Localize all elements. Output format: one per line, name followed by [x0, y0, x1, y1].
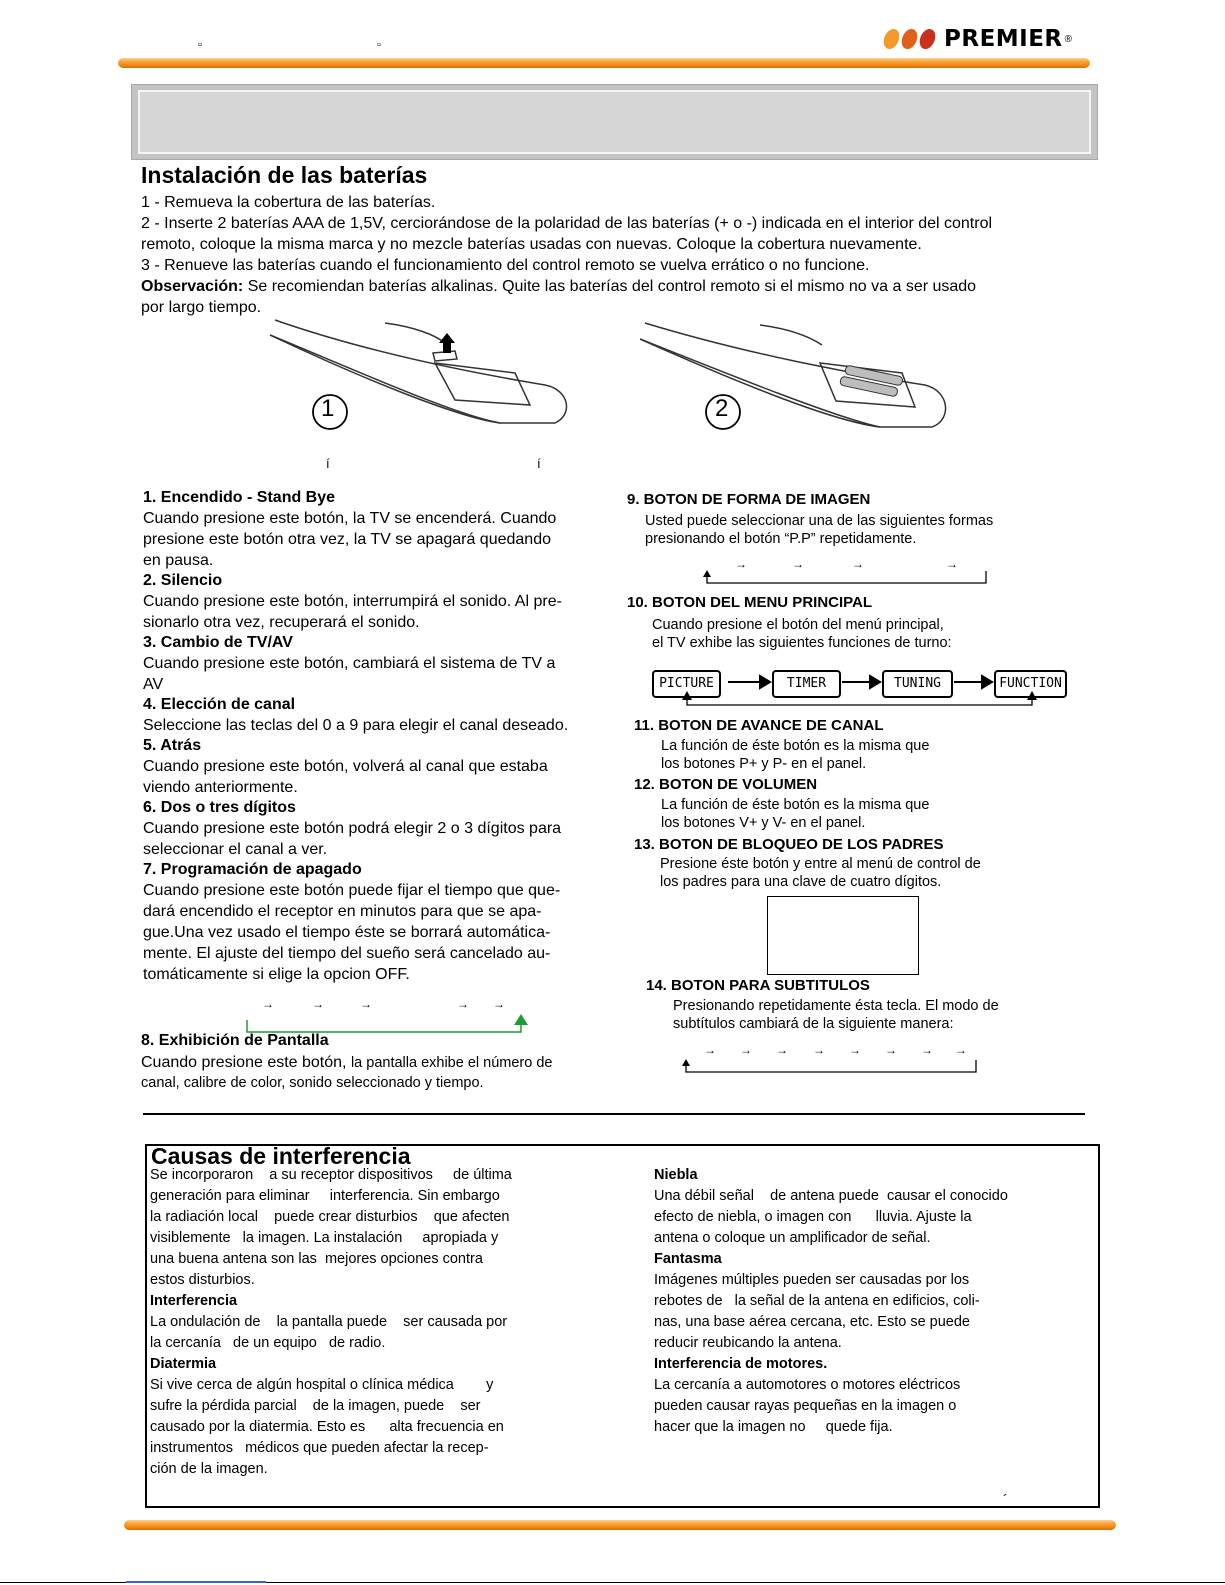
interference-line: efecto de niebla, o imagen con lluvia. Ajuste la — [654, 1209, 972, 1225]
item-line: AV — [143, 676, 164, 693]
item-line: viendo anteriormente. — [143, 779, 298, 796]
interference-line: causado por la diatermia. Esto es alta frecuencia en — [150, 1419, 504, 1435]
interference-line: antena o coloque un amplificador de señal. — [654, 1230, 931, 1246]
cycle-arrow: → — [955, 1043, 967, 1057]
item-line: en pausa. — [143, 552, 214, 569]
figure-label-1: 1 — [321, 395, 335, 422]
item-line: Seleccione las teclas del 0 a 9 para elegir el canal deseado. — [143, 717, 569, 734]
footer-orange-bar — [124, 1520, 1116, 1530]
item-line: Cuando presione el botón del menú principal, — [652, 617, 944, 633]
interference-title: Causas de interferencia — [151, 1143, 411, 1169]
battery-step: 1 - Remueva la cobertura de las baterías. — [141, 194, 436, 211]
interference-line: la radiación local puede crear disturbios que afecten — [150, 1209, 510, 1225]
link-underline — [126, 1581, 266, 1583]
remote-cover-illustration — [255, 315, 585, 435]
section-divider — [143, 1113, 1085, 1115]
battery-step: remoto, coloque la misma marca y no mezcle baterías usadas con nuevas. Coloque la cobertura nuevamente. — [141, 236, 922, 253]
battery-note-cont: por largo tiempo. — [141, 299, 262, 316]
stray-mark: ▫ — [377, 39, 381, 51]
item-line: dará encendido el receptor en minutos para que se apa- — [143, 903, 542, 920]
interference-line: Se incorporaron a su receptor dispositivos de última — [150, 1167, 512, 1183]
item-back — [143, 736, 623, 798]
header-orange-bar — [118, 58, 1090, 68]
interference-heading: Niebla — [654, 1167, 698, 1183]
item-power — [143, 488, 623, 571]
item-line: Cuando presione este botón, la TV se encenderá. Cuando — [143, 510, 557, 527]
item-mute — [143, 571, 623, 633]
menu-box-picture: PICTURE — [652, 670, 721, 698]
menu-box-tuning: TUNING — [882, 670, 953, 698]
item-line: presionando el botón “P.P” repetidamente. — [645, 531, 917, 547]
item-volume-title: 12. BOTON DE VOLUMEN — [634, 776, 818, 793]
interference-heading: Interferencia — [150, 1293, 238, 1309]
interference-line: generación para eliminar interferencia. Sin embargo — [150, 1188, 500, 1204]
interference-line: una buena antena son las mejores opciones contra — [150, 1251, 483, 1267]
battery-note-label: Observación: — [141, 278, 244, 295]
item-line: sionarlo otra vez, recuperará el sonido. — [143, 614, 420, 631]
menu-box-function: FUNCTION — [994, 670, 1067, 698]
interference-line: La ondulación de la pantalla puede ser causada por — [150, 1314, 508, 1330]
interference-line: Una débil señal de antena puede causar el conocido — [654, 1188, 1008, 1204]
item-line: tomáticamente si elige la opcion OFF. — [143, 966, 410, 983]
interference-line: instrumentos médicos que pueden afectar la recep- — [150, 1440, 489, 1456]
item-digits — [143, 798, 623, 860]
item-parental-title: 13. BOTON DE BLOQUEO DE LOS PADRES — [634, 836, 944, 853]
cycle-arrow: → — [360, 997, 372, 1011]
item-title: 6. Dos o tres dígitos — [143, 799, 296, 816]
item-title: 4. Elección de canal — [143, 696, 296, 713]
item-line: Presionando repetidamente ésta tecla. El modo de — [673, 998, 999, 1014]
item-line: Cuando presione este botón podrá elegir 2 o 3 dígitos para — [143, 820, 562, 837]
logo-dot-icon — [918, 29, 937, 49]
interference-line: Si vive cerca de algún hospital o clínica médica y — [150, 1377, 494, 1393]
cycle-arrow: → — [946, 557, 958, 571]
interference-right-column — [654, 1165, 1094, 1438]
interference-line: La cercanía a automotores o motores eléctricos — [654, 1377, 961, 1393]
battery-step: 2 - Inserte 2 baterías AAA de 1,5V, cerciorándose de la polaridad de las baterías (+ o -) indicada en el interior del control — [141, 215, 993, 232]
cycle-arrow: → — [740, 1043, 752, 1057]
cycle-arrow: → — [776, 1043, 788, 1057]
interference-heading: Diatermia — [150, 1356, 217, 1372]
item-line: La función de éste botón es la misma que — [661, 738, 930, 754]
cycle-arrow: → — [792, 557, 804, 571]
registered-mark: ® — [1064, 33, 1073, 45]
item-picture-shape-title: 9. BOTON DE FORMA DE IMAGEN — [627, 491, 871, 508]
item-line: presione este botón otra vez, la TV se apagará quedando — [143, 531, 551, 548]
cycle-arrow: → — [312, 997, 324, 1011]
item-display-line: canal, calibre de color, sonido seleccionado y tiempo. — [141, 1075, 484, 1091]
interference-left-column — [150, 1165, 600, 1480]
item-sleep-timer — [143, 860, 623, 985]
title-banner — [131, 84, 1098, 160]
cycle-arrow: → — [262, 997, 274, 1011]
interference-line: hacer que la imagen no quede fija. — [654, 1419, 893, 1435]
interference-line: estos disturbios. — [150, 1272, 255, 1288]
cycle-arrow: → — [704, 1043, 716, 1057]
left-column — [143, 488, 623, 985]
item-line: Presione éste botón y entre al menú de control de — [660, 856, 981, 872]
item-display-title: 8. Exhibición de Pantalla — [141, 1032, 329, 1049]
item-title: 1. Encendido - Stand Bye — [143, 489, 336, 506]
item-line: subtítulos cambiará de la siguiente manera: — [673, 1016, 954, 1032]
item-tv-av — [143, 633, 623, 695]
item-display-line-b: la pantalla exhibe el número de — [350, 1055, 553, 1071]
item-line: Usted puede seleccionar una de las siguientes formas — [645, 513, 994, 529]
item-line: mente. El ajuste del tiempo del sueño será cancelado au- — [143, 945, 551, 962]
interference-line: Imágenes múltiples pueden ser causadas por los — [654, 1272, 970, 1288]
remote-batteries-illustration — [640, 315, 960, 440]
subtitle-cycle-loop — [680, 1058, 982, 1076]
battery-step: 3 - Renueve las baterías cuando el funcionamiento del control remoto se vuelva errático o no funcione. — [141, 257, 870, 274]
stray-accent: í — [326, 456, 330, 471]
batteries-title: Instalación de las baterías — [141, 162, 428, 188]
item-line: los padres para una clave de cuatro dígitos. — [660, 874, 942, 890]
item-line: los botones P+ y P- en el panel. — [661, 756, 867, 772]
item-display-line-a: Cuando presione este botón, — [141, 1054, 347, 1071]
item-display-line — [141, 1052, 552, 1074]
cycle-arrow: → — [921, 1043, 933, 1057]
item-channel-select — [143, 695, 623, 736]
logo-text: PREMIER — [944, 26, 1063, 52]
interference-box — [145, 1144, 1100, 1508]
item-channel-title: 11. BOTON DE AVANCE DE CANAL — [634, 717, 884, 734]
interference-line: rebotes de la señal de la antena en edificios, coli- — [654, 1293, 980, 1309]
cycle-arrow: → — [493, 997, 505, 1011]
cycle-arrow: → — [885, 1043, 897, 1057]
interference-heading: Fantasma — [654, 1251, 722, 1267]
item-line: Cuando presione este botón, cambiará el sistema de TV a — [143, 655, 556, 672]
item-title: 5. Atrás — [143, 737, 202, 754]
interference-heading: Interferencia de motores. — [654, 1356, 828, 1372]
item-line: gue.Una vez usado el tiempo éste se borrará automática- — [143, 924, 551, 941]
interference-line: visiblemente la imagen. La instalación apropiada y — [150, 1230, 499, 1246]
item-line: los botones V+ y V- en el panel. — [661, 815, 866, 831]
item-line: Cuando presione este botón puede fijar el tiempo que que- — [143, 882, 561, 899]
item-line: Cuando presione este botón, volverá al canal que estaba — [143, 758, 548, 775]
stray-mark: ´ — [1003, 1491, 1008, 1507]
battery-note-text: Se recomiendan baterías alkalinas. Quite las baterías del control remoto si el mismo no va a ser usado — [243, 278, 977, 295]
battery-note — [141, 276, 976, 297]
item-line: seleccionar el canal a ver. — [143, 841, 328, 858]
item-line: el TV exhibe las siguientes funciones de turno: — [652, 635, 952, 651]
logo-dot-icon — [882, 29, 901, 49]
picture-cycle-loop — [700, 569, 992, 587]
cycle-arrow: → — [849, 1043, 861, 1057]
cycle-arrow: → — [813, 1043, 825, 1057]
cycle-arrow: → — [735, 557, 747, 571]
item-title: 7. Programación de apagado — [143, 861, 362, 878]
interference-line: reducir reubicando la antena. — [654, 1335, 842, 1351]
menu-box-timer: TIMER — [772, 670, 841, 698]
item-line: La función de éste botón es la misma que — [661, 797, 930, 813]
interference-line: sufre la pérdida parcial de la imagen, puede ser — [150, 1398, 481, 1414]
cycle-arrow: → — [852, 557, 864, 571]
interference-line: nas, una base aérea cercana, etc. Esto se puede — [654, 1314, 970, 1330]
cycle-arrow: → — [457, 997, 469, 1011]
item-title: 2. Silencio — [143, 572, 223, 589]
premier-logo — [884, 24, 1072, 54]
item-title: 3. Cambio de TV/AV — [143, 634, 293, 651]
item-subtitle-title: 14. BOTON PARA SUBTITULOS — [646, 977, 870, 994]
menu-flow-arrows — [650, 672, 1070, 712]
item-line: Cuando presione este botón, interrumpirá el sonido. Al pre- — [143, 593, 562, 610]
logo-dot-icon — [900, 29, 919, 49]
interference-line: la cercanía de un equipo de radio. — [150, 1335, 386, 1351]
interference-line: ción de la imagen. — [150, 1461, 268, 1477]
interference-line: pueden causar rayas pequeñas en la imagen o — [654, 1398, 957, 1414]
stray-accent: í — [537, 456, 541, 471]
figure-label-2: 2 — [715, 395, 729, 422]
parental-code-box — [767, 896, 919, 975]
item-main-menu-title: 10. BOTON DEL MENU PRINCIPAL — [627, 594, 873, 611]
stray-mark: ▫ — [198, 39, 202, 51]
